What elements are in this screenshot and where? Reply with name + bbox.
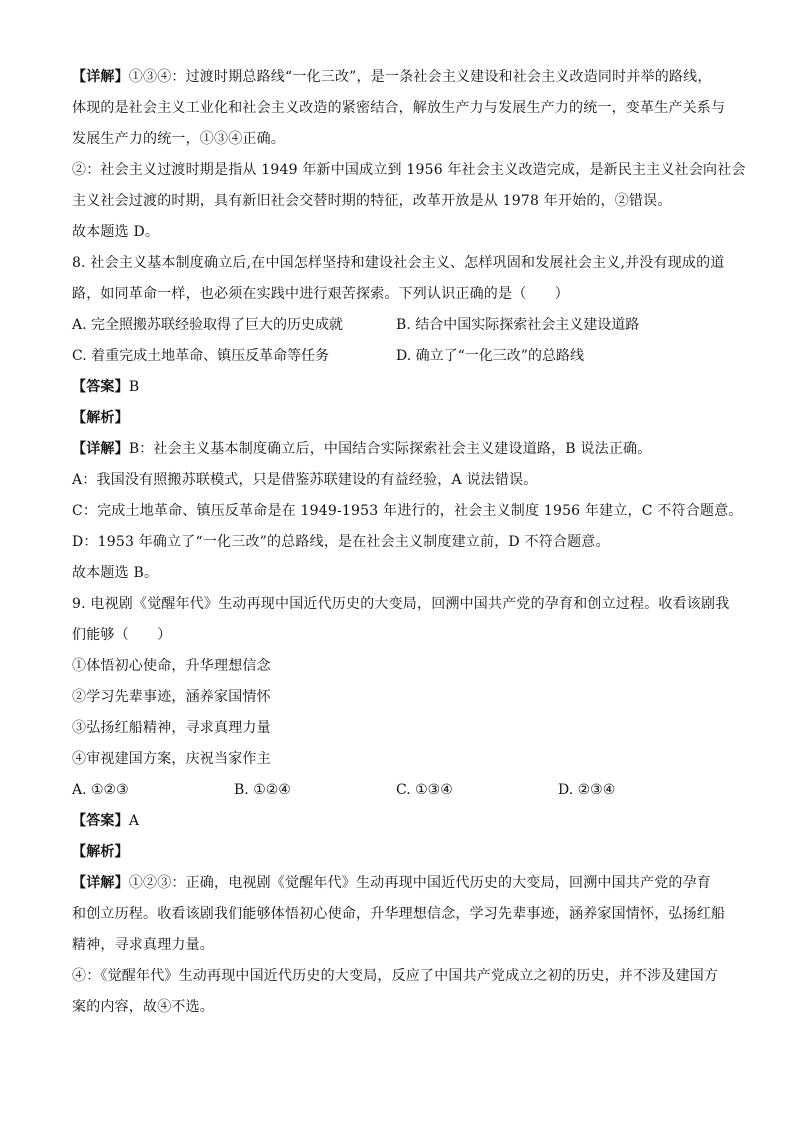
text-line <box>72 620 732 651</box>
line-text: B：社会主义基本制度确立后，中国结合实际探索社会主义建设道路，B 说法正确。 <box>128 441 652 457</box>
answer-option: A. ①②③ <box>72 782 129 798</box>
answer-option: B. 结合中国实际探索社会主义建设道路 <box>396 317 640 333</box>
document-page <box>72 62 746 1023</box>
line-text: ①②③：正确，电视剧《觉醒年代》生动再现中国近代历史的大变局，回溯中国共产党的孕育 <box>128 875 712 891</box>
section-tag: 【详解】 <box>72 69 129 85</box>
options-row <box>72 341 732 372</box>
text-line <box>72 434 732 465</box>
line-text: 主义社会过渡的时期，具有新旧社会交替时期的特征，改革开放是从 1978 年开始的，②错误。 <box>72 193 672 209</box>
line-text: A <box>128 813 140 829</box>
line-text: ①③④：过渡时期总路线“一化三改”，是一条社会主义建设和社会主义改造同时并举的路线， <box>128 69 712 85</box>
text-line <box>72 155 746 186</box>
line-text: ④审视建国方案，庆祝当家作主 <box>72 751 271 767</box>
line-text: 精神，寻求真理力量。 <box>72 937 214 953</box>
text-line <box>72 899 732 930</box>
section-tag: 【解析】 <box>72 410 129 426</box>
line-text: 们能够（ ） <box>72 627 172 643</box>
answer-option: C. 着重完成土地革命、镇压反革命等任务 <box>72 348 330 364</box>
text-line <box>72 713 732 744</box>
line-text: ③弘扬红船精神，寻求真理力量 <box>72 720 271 736</box>
text-line <box>72 217 732 248</box>
line-text: 故本题选 B。 <box>72 565 159 581</box>
text-line <box>72 744 732 775</box>
answer-option: D. ②③④ <box>558 782 616 798</box>
line-text: 8. 社会主义基本制度确立后,在中国怎样坚持和建设社会主义、怎样巩固和发展社会主义,并没有现成的道 <box>72 255 725 271</box>
text-line <box>72 465 732 496</box>
text-line <box>72 806 732 837</box>
section-tag: 【详解】 <box>72 875 129 891</box>
text-line <box>72 372 732 403</box>
text-line <box>72 248 732 279</box>
line-text: ②学习先辈事迹，涵养家国情怀 <box>72 689 271 705</box>
section-tag: 【解析】 <box>72 844 129 860</box>
text-line <box>72 62 732 93</box>
line-text: ④：《觉醒年代》生动再现中国近代历史的大变局，反应了中国共产党成立之初的历史，并不涉及建国方 <box>72 968 719 984</box>
text-line <box>72 186 732 217</box>
options-row <box>72 775 732 806</box>
line-text: C：完成土地革命、镇压反革命是在 1949-1953 年进行的，社会主义制度 1956 年建立，C 不符合题意。 <box>72 503 743 519</box>
line-text: A：我国没有照搬苏联模式，只是借鉴苏联建设的有益经验，A 说法错误。 <box>72 472 538 488</box>
text-line <box>72 992 732 1023</box>
line-text: 9. 电视剧《觉醒年代》生动再现中国近代历史的大变局，回溯中国共产党的孕育和创立过程。收看该剧我 <box>72 596 730 612</box>
line-text: ②：社会主义过渡时期是指从 1949 年新中国成立到 1956 年社会主义改造完成，是新民主主义社会向社会 <box>72 162 746 178</box>
text-line <box>72 403 732 434</box>
text-line <box>72 496 743 527</box>
text-line <box>72 93 732 124</box>
text-line <box>72 558 732 589</box>
line-text: 故本题选 D。 <box>72 224 160 240</box>
line-text: 和创立历程。收看该剧我们能够体悟初心使命，升华理想信念，学习先辈事迹，涵养家国情怀，弘扬红船 <box>72 906 726 922</box>
options-row <box>72 310 732 341</box>
text-line <box>72 837 732 868</box>
line-text: 路，如同革命一样，也必须在实践中进行艰苦探索。下列认识正确的是（ ） <box>72 286 569 302</box>
text-line <box>72 868 732 899</box>
answer-option: C. ①③④ <box>396 782 453 798</box>
line-text: 体现的是社会主义工业化和社会主义改造的紧密结合，解放生产力与发展生产力的统一，变革生产关系与 <box>72 100 726 116</box>
text-line <box>72 279 732 310</box>
text-line <box>72 527 732 558</box>
text-line <box>72 961 732 992</box>
text-line <box>72 930 732 961</box>
line-text: B <box>128 379 140 395</box>
answer-option: D. 确立了“一化三改”的总路线 <box>396 348 584 364</box>
line-text: D：1953 年确立了“一化三改”的总路线，是在社会主义制度建立前，D 不符合题意。 <box>72 534 610 550</box>
text-line <box>72 589 732 620</box>
line-text: 案的内容，故④不选。 <box>72 999 214 1015</box>
section-tag: 【答案】 <box>72 813 129 829</box>
text-line <box>72 682 732 713</box>
line-text: 发展生产力的统一，①③④正确。 <box>72 131 285 147</box>
answer-option: B. ①②④ <box>234 782 291 798</box>
section-tag: 【详解】 <box>72 441 129 457</box>
line-text: ①体悟初心使命，升华理想信念 <box>72 658 271 674</box>
section-tag: 【答案】 <box>72 379 129 395</box>
text-line <box>72 124 732 155</box>
answer-option: A. 完全照搬苏联经验取得了巨大的历史成就 <box>72 317 344 333</box>
text-line <box>72 651 732 682</box>
